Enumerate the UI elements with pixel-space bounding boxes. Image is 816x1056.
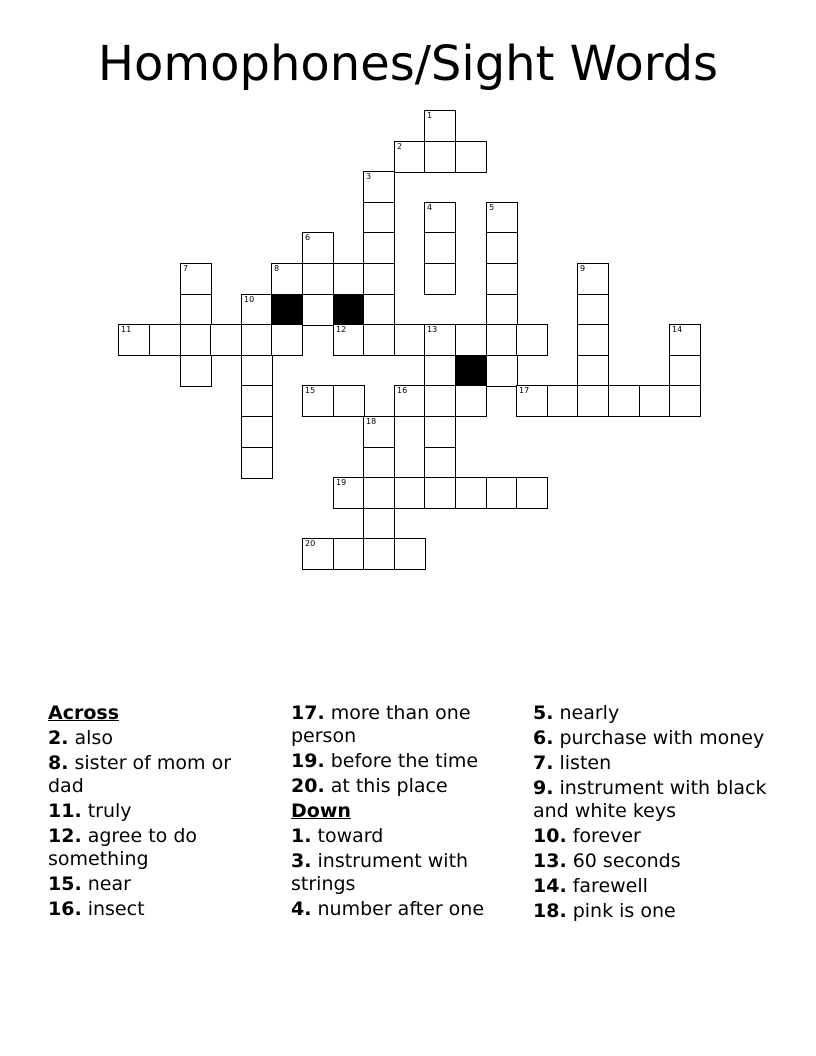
crossword-cell[interactable]: [210, 324, 242, 356]
crossword-cell[interactable]: [424, 477, 456, 509]
crossword-cell[interactable]: [516, 324, 548, 356]
crossword-cell[interactable]: [577, 385, 609, 417]
crossword-cell[interactable]: [486, 324, 518, 356]
clue-text: nearly: [553, 702, 620, 724]
clue-item: [48, 825, 268, 871]
clue-number: 4: [427, 203, 433, 212]
crossword-cell[interactable]: [363, 416, 395, 448]
clue-text: sister of mom or dad: [48, 752, 232, 797]
crossword-cell[interactable]: [455, 385, 487, 417]
clue-number: 13: [427, 325, 438, 334]
clue-item: [533, 702, 773, 725]
clue-number: 18: [366, 417, 377, 426]
clue-number-label: 8.: [48, 752, 69, 774]
clue-number-label: 7.: [533, 752, 554, 774]
clue-heading-across: Across: [48, 702, 120, 724]
clue-text: instrument with black and white keys: [533, 777, 767, 822]
crossword-cell[interactable]: [241, 416, 273, 448]
crossword-cell[interactable]: [363, 202, 395, 234]
clue-item: [48, 752, 268, 798]
crossword-cell[interactable]: [486, 263, 518, 295]
crossword-cell[interactable]: [486, 202, 518, 234]
clue-number-label: 11.: [48, 800, 82, 822]
crossword-cell[interactable]: [241, 294, 273, 326]
clue-number-label: 5.: [533, 702, 554, 724]
crossword-cell[interactable]: [180, 263, 212, 295]
clue-item: [533, 825, 773, 848]
clue-number: 1: [427, 111, 433, 120]
clue-text: insect: [81, 898, 145, 920]
clue-text: near: [81, 873, 131, 895]
crossword-cell[interactable]: [333, 477, 365, 509]
clue-item: [48, 800, 268, 823]
clue-number: 3: [366, 172, 372, 181]
crossword-cell[interactable]: [424, 355, 456, 387]
crossword-cell[interactable]: [455, 477, 487, 509]
crossword-cell[interactable]: [516, 477, 548, 509]
crossword-cell[interactable]: [118, 324, 150, 356]
clue-text: at this place: [324, 775, 448, 797]
clue-number: 9: [580, 264, 586, 273]
clue-number: 19: [336, 478, 347, 487]
clue-item: [291, 898, 516, 921]
crossword-cell[interactable]: [241, 447, 273, 479]
crossword-cell[interactable]: [363, 477, 395, 509]
clue-text: farewell: [566, 875, 648, 897]
clue-number-label: 1.: [291, 825, 312, 847]
clue-number-label: 6.: [533, 727, 554, 749]
crossword-cell[interactable]: [577, 324, 609, 356]
crossword-black-cell: [333, 294, 365, 326]
clue-number-label: 16.: [48, 898, 82, 920]
crossword-cell[interactable]: [241, 355, 273, 387]
clue-number: 10: [244, 295, 255, 304]
crossword-cell[interactable]: [302, 385, 334, 417]
crossword-cell[interactable]: [669, 324, 701, 356]
clue-item: [533, 900, 773, 923]
clue-text: forever: [566, 825, 641, 847]
clue-number-label: 15.: [48, 873, 82, 895]
crossword-cell[interactable]: [333, 385, 365, 417]
clue-number: 8: [274, 264, 280, 273]
crossword-cell[interactable]: [363, 232, 395, 264]
crossword-cell[interactable]: [363, 447, 395, 479]
page-title: Homophones/Sight Words: [97, 36, 719, 92]
crossword-cell[interactable]: [394, 141, 426, 173]
clue-item: [48, 727, 268, 750]
clue-number-label: 9.: [533, 777, 554, 799]
clue-number-label: 17.: [291, 702, 325, 724]
crossword-cell[interactable]: [516, 385, 548, 417]
clue-number: 5: [489, 203, 495, 212]
crossword-cell[interactable]: [424, 232, 456, 264]
crossword-black-cell: [455, 355, 487, 387]
clue-item: [533, 850, 773, 873]
clue-number: 11: [121, 325, 132, 334]
crossword-cell[interactable]: [455, 324, 487, 356]
clue-number-label: 2.: [48, 727, 69, 749]
clue-number: 17: [519, 386, 530, 395]
clue-number-label: 14.: [533, 875, 567, 897]
clue-item: [48, 873, 268, 896]
clue-number: 15: [305, 386, 316, 395]
clue-item: [533, 727, 773, 750]
crossword-black-cell: [271, 294, 303, 326]
crossword-cell[interactable]: [486, 477, 518, 509]
crossword-cell[interactable]: [363, 294, 395, 326]
clue-text: agree to do something: [48, 825, 198, 870]
clue-item: [533, 777, 773, 823]
crossword-cell[interactable]: [424, 447, 456, 479]
clue-item: [291, 702, 516, 748]
clue-item: [291, 850, 516, 896]
crossword-cell[interactable]: [363, 538, 395, 570]
crossword-cell[interactable]: [669, 355, 701, 387]
crossword-cell[interactable]: [394, 324, 426, 356]
crossword-cell[interactable]: [424, 263, 456, 295]
clue-item: [533, 752, 773, 775]
clue-item: [291, 825, 516, 848]
clue-item: [533, 875, 773, 898]
crossword-cell[interactable]: [363, 171, 395, 203]
crossword-cell[interactable]: [669, 385, 701, 417]
clue-number-label: 12.: [48, 825, 82, 847]
crossword-cell[interactable]: [241, 385, 273, 417]
clue-number: 16: [397, 386, 408, 395]
clue-number-label: 19.: [291, 750, 325, 772]
clue-column-2: [291, 702, 516, 923]
crossword-cell[interactable]: [608, 385, 640, 417]
clue-text: instrument with strings: [291, 850, 469, 895]
crossword-cell[interactable]: [363, 263, 395, 295]
clue-text: before the time: [324, 750, 479, 772]
clue-number-label: 20.: [291, 775, 325, 797]
crossword-cell[interactable]: [180, 355, 212, 387]
crossword-cell[interactable]: [424, 202, 456, 234]
clue-item: [48, 898, 268, 921]
crossword-cell[interactable]: [302, 294, 334, 326]
crossword-cell[interactable]: [394, 538, 426, 570]
crossword-cell[interactable]: [424, 324, 456, 356]
clue-text: pink is one: [566, 900, 676, 922]
clue-number-label: 10.: [533, 825, 567, 847]
clue-number-label: 4.: [291, 898, 312, 920]
crossword-cell[interactable]: [333, 263, 365, 295]
crossword-cell[interactable]: [302, 232, 334, 264]
clue-number: 20: [305, 539, 316, 548]
crossword-cell[interactable]: [486, 232, 518, 264]
clue-text: also: [68, 727, 113, 749]
clue-number-label: 3.: [291, 850, 312, 872]
crossword-cell[interactable]: [363, 508, 395, 540]
clue-column-3: [533, 702, 773, 925]
crossword-cell[interactable]: [577, 263, 609, 295]
crossword-cell[interactable]: [302, 538, 334, 570]
crossword-cell[interactable]: [333, 538, 365, 570]
clue-number: 7: [183, 264, 189, 273]
crossword-cell[interactable]: [394, 385, 426, 417]
clue-number: 14: [672, 325, 683, 334]
clue-number: 2: [397, 142, 403, 151]
clue-item: [291, 775, 516, 798]
crossword-cell[interactable]: [394, 477, 426, 509]
crossword-cell[interactable]: [639, 385, 671, 417]
crossword-cell[interactable]: [180, 324, 212, 356]
crossword-cell[interactable]: [486, 294, 518, 326]
crossword-cell[interactable]: [333, 324, 365, 356]
crossword-cell[interactable]: [271, 263, 303, 295]
clue-text: truly: [81, 800, 132, 822]
crossword-cell[interactable]: [486, 355, 518, 387]
crossword-cell[interactable]: [424, 141, 456, 173]
crossword-cell[interactable]: [241, 324, 273, 356]
clue-text: toward: [311, 825, 384, 847]
crossword-cell[interactable]: [363, 324, 395, 356]
clue-number: 12: [336, 325, 347, 334]
crossword-cell[interactable]: [577, 355, 609, 387]
crossword-cell[interactable]: [424, 110, 456, 142]
clue-heading-down: Down: [291, 800, 351, 822]
crossword-cell[interactable]: [180, 294, 212, 326]
crossword-cell[interactable]: [424, 385, 456, 417]
clue-text: purchase with money: [553, 727, 765, 749]
crossword-cell[interactable]: [424, 416, 456, 448]
clue-text: listen: [553, 752, 612, 774]
clue-text: 60 seconds: [566, 850, 681, 872]
crossword-cell[interactable]: [577, 294, 609, 326]
crossword-cell[interactable]: [547, 385, 579, 417]
clue-number: 6: [305, 233, 311, 242]
clue-number-label: 18.: [533, 900, 567, 922]
clue-column-1: [48, 702, 268, 923]
clue-number-label: 13.: [533, 850, 567, 872]
crossword-cell[interactable]: [302, 263, 334, 295]
clue-text: number after one: [311, 898, 485, 920]
clue-item: [291, 750, 516, 773]
crossword-cell[interactable]: [149, 324, 181, 356]
crossword-cell[interactable]: [271, 324, 303, 356]
clue-text: more than one person: [291, 702, 471, 747]
crossword-cell[interactable]: [455, 141, 487, 173]
